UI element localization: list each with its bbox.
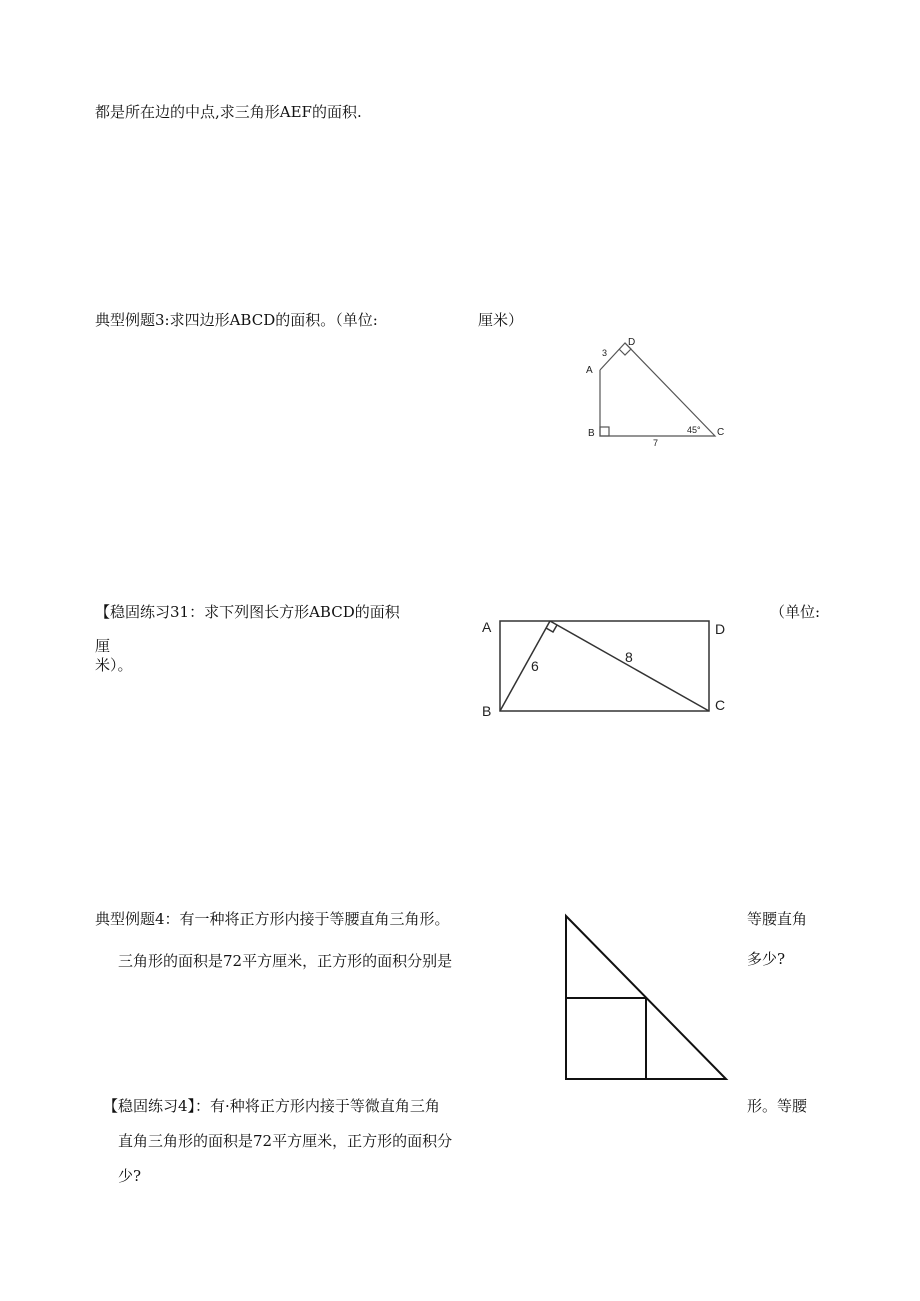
- example4-line1: 典型例题4：有一种将正方形内接于等腰直角三角形。: [95, 910, 450, 928]
- example3-unit: 厘米）: [478, 311, 524, 329]
- rect-label-b: B: [482, 703, 492, 719]
- rectangle-figure: [477, 612, 737, 722]
- quad-label-b: B: [588, 428, 595, 439]
- quad-angle-c-label: 45°: [687, 425, 701, 435]
- example4-right1: 等腰直角: [747, 910, 808, 928]
- practice4-line3: 少?: [118, 1167, 142, 1185]
- practice4-right1: 形。等腰: [747, 1097, 808, 1115]
- quad-side-bc-label: 7: [653, 438, 659, 448]
- quadrilateral-figure: [583, 333, 753, 453]
- quad-side-ad-label: 3: [602, 348, 608, 358]
- practice4-line1: 【稳固练习4】：有·种将正方形内接于等微直角三角: [103, 1097, 440, 1115]
- inscribed-square-figure: [560, 912, 732, 1084]
- inscribed-square: [566, 998, 646, 1079]
- intro-line: 都是所在边的中点,求三角形AEF的面积.: [95, 103, 362, 121]
- practice31-question: 【稳固练习31：求下列图长方形ABCD的面积: [95, 603, 400, 621]
- right-angle-mark-b: [600, 427, 609, 436]
- example4-line2: 三角形的面积是72平方厘米，正方形的面积分别是: [118, 952, 453, 970]
- rect-label-c: C: [715, 697, 726, 713]
- practice31-unit-left: （单位:: [770, 603, 821, 621]
- quad-label-c: C: [717, 427, 725, 438]
- rect-segment-bp: [500, 621, 550, 711]
- quad-label-a: A: [586, 365, 593, 376]
- practice31-unit-line2: 米）。: [95, 656, 133, 674]
- practice31-unit-line1: 厘: [95, 637, 111, 655]
- example4-right2: 多少?: [747, 950, 786, 968]
- quad-label-d: D: [628, 337, 636, 348]
- practice4-line2: 直角三角形的面积是72平方厘米，正方形的面积分: [118, 1132, 453, 1150]
- rect-label-a: A: [482, 619, 492, 635]
- rect-segment-short-label: 6: [531, 658, 539, 674]
- example3-question: 典型例题3:求四边形ABCD的面积。（单位:: [95, 311, 378, 329]
- rect-segment-pc: [550, 621, 709, 711]
- rect-label-d: D: [715, 621, 726, 637]
- quad-outline: [600, 343, 715, 436]
- rect-segment-long-label: 8: [625, 649, 633, 665]
